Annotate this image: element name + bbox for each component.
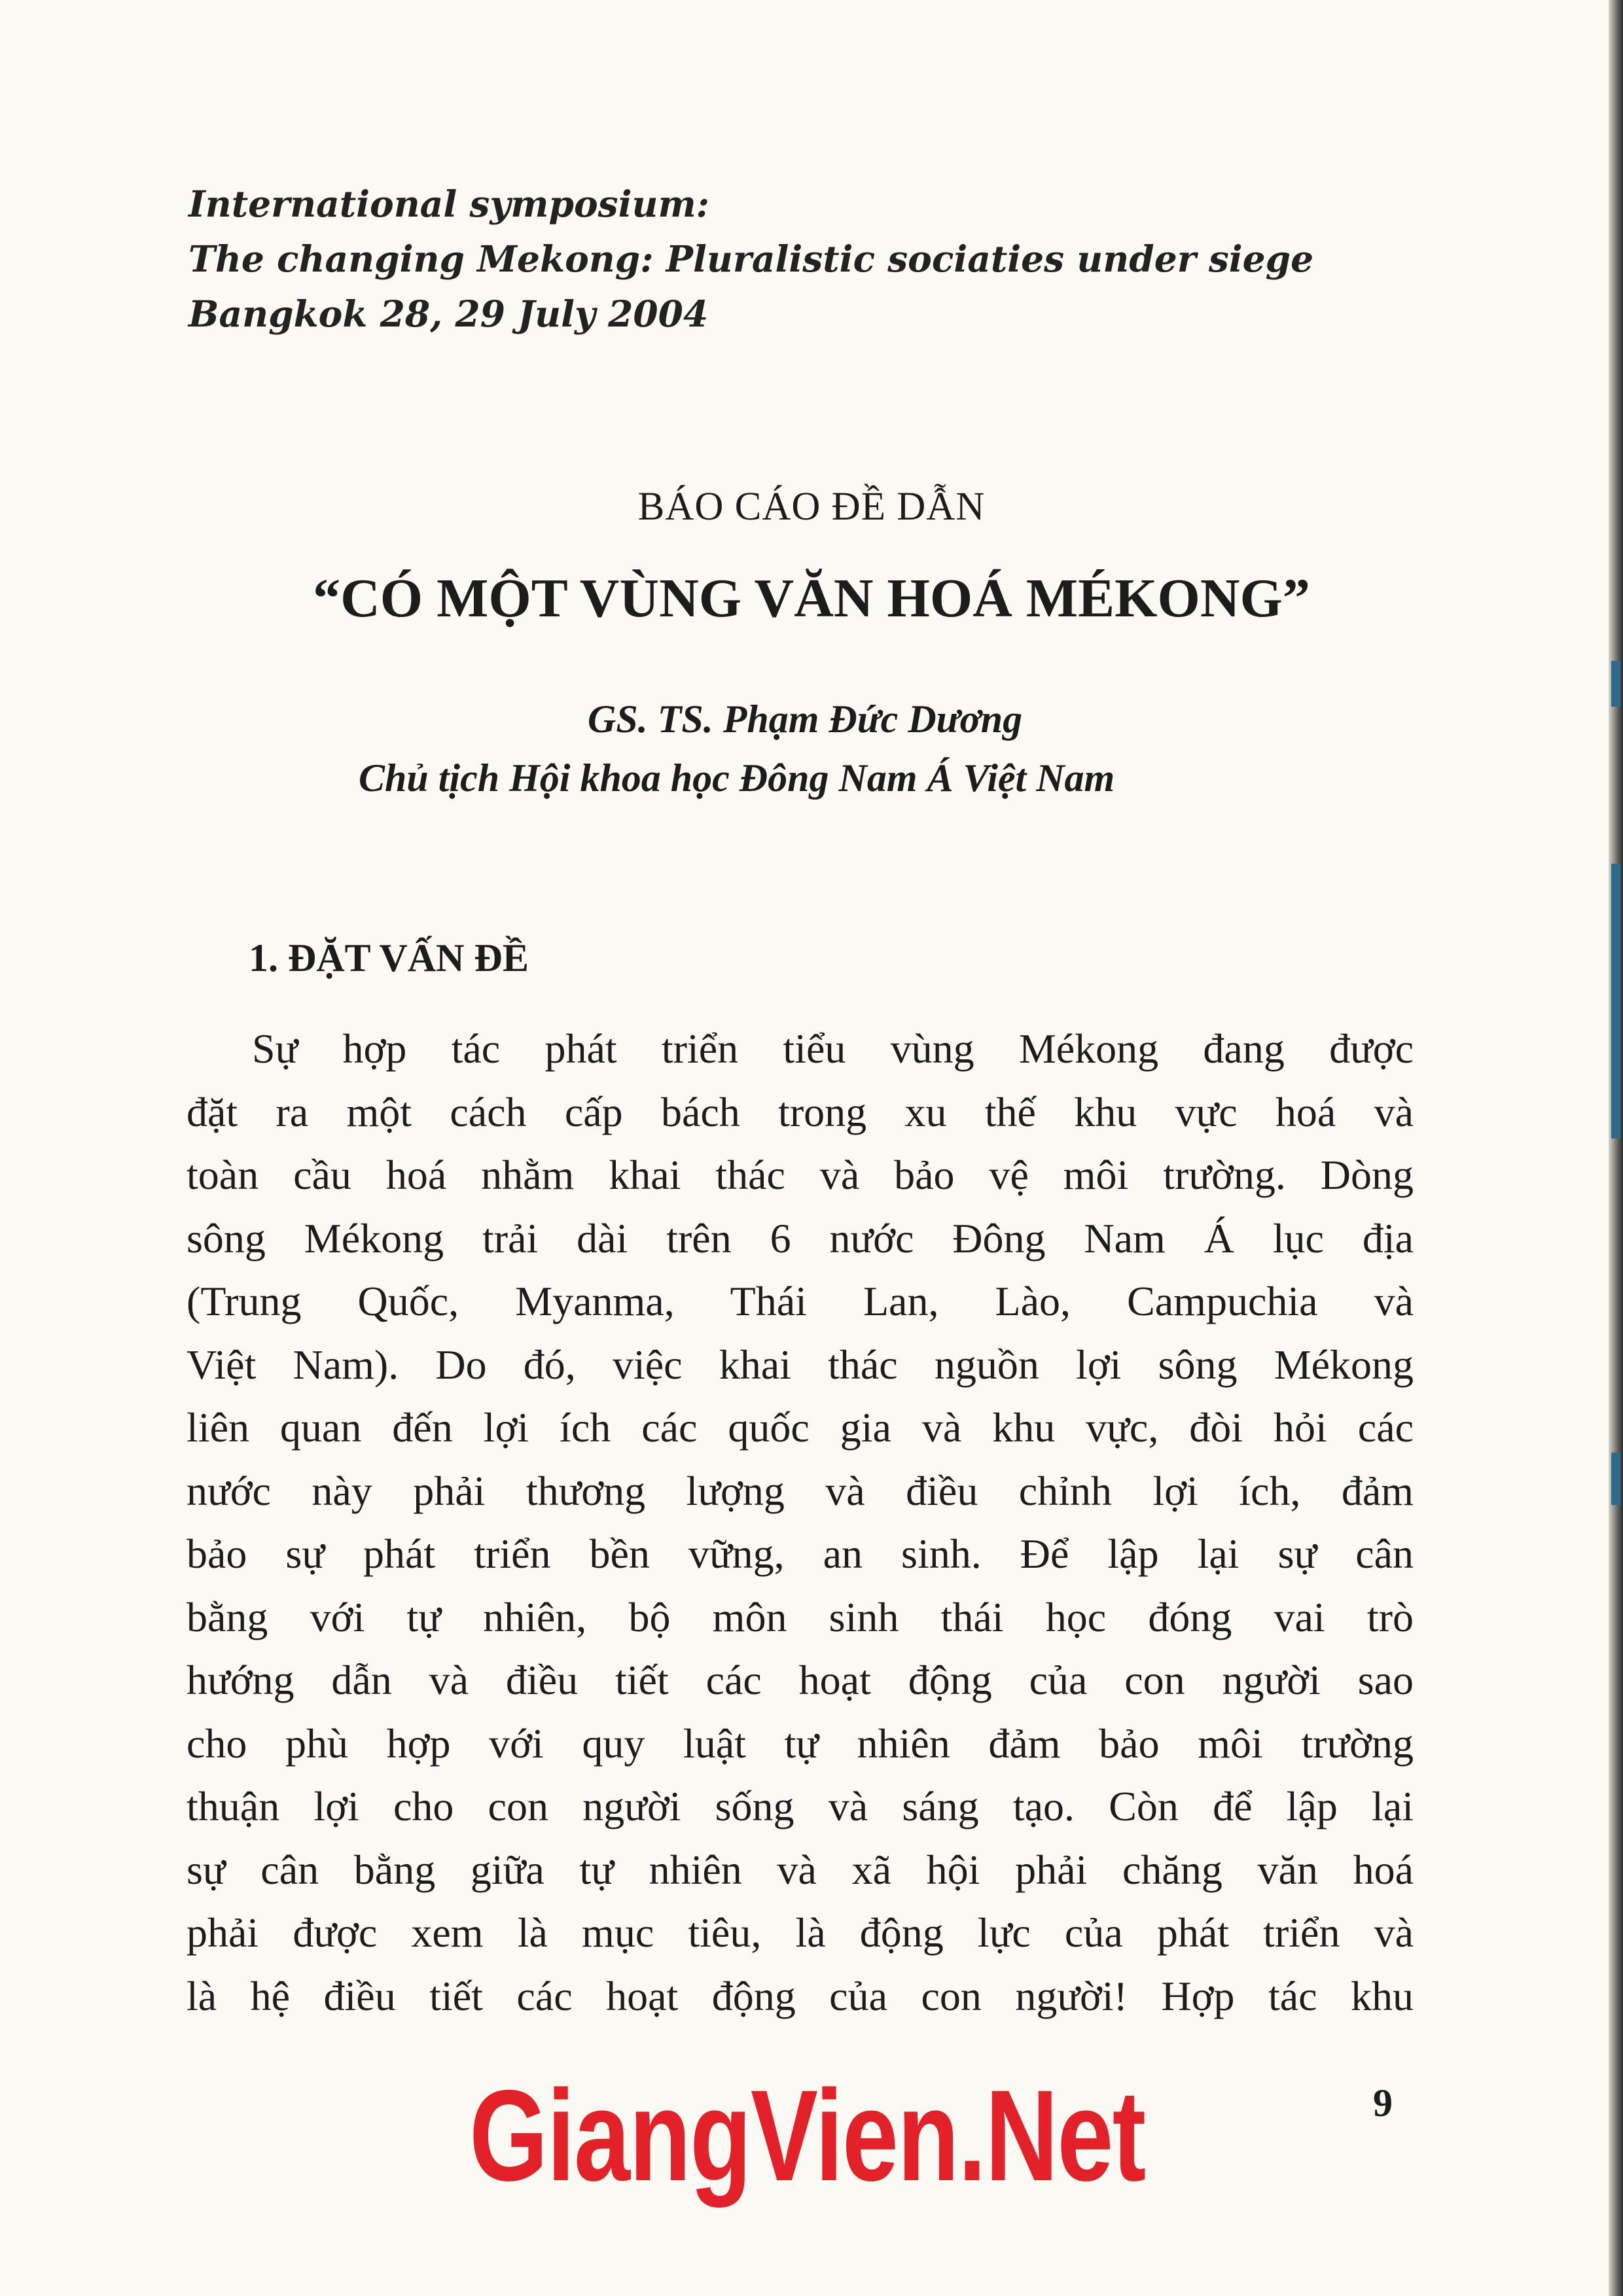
paragraph-line: Sự hợp tác phát triển tiểu vùng Mékong đang được [252,1025,1414,1072]
paragraph-line: sự cân bằng giữa tự nhiên và xã hội phải chăng văn hoá [187,1846,1414,1893]
paragraph-line: nước này phải thương lượng và điều chỉnh lợi ích, đảm [187,1467,1414,1514]
page-edge-shadow [1609,0,1623,2296]
paragraph-line: liên quan đến lợi ích các quốc gia và khu vực, đòi hỏi các [187,1404,1414,1451]
symposium-line: International symposium: [188,183,709,225]
paragraph-line: sông Mékong trải dài trên 6 nước Đông Nam Á lục địa [187,1214,1414,1262]
paragraph-line: là hệ điều tiết các hoạt động của con người! Hợp tác khu [187,1972,1414,2019]
report-label: BÁO CÁO ĐỀ DẪN [637,485,986,529]
section-heading: 1. ĐẶT VẤN ĐỀ [249,936,529,980]
symposium-line: Bangkok 28, 29 July 2004 [188,292,709,335]
paragraph-line: bằng với tự nhiên, bộ môn sinh thái học đóng vai trò [187,1593,1414,1640]
symposium-line: The changing Mekong: Pluralistic sociaties under siege [188,238,1314,280]
page-edge-mark [1611,661,1620,707]
page-edge-mark [1611,1453,1620,1505]
paragraph-line: đặt ra một cách cấp bách trong xu thế khu vực hoá và [187,1088,1414,1135]
paragraph-line: (Trung Quốc, Myanma, Thái Lan, Lào, Campuchia và [187,1278,1414,1324]
author-position: Chủ tịch Hội khoa học Đông Nam Á Việt Nam [359,756,1115,800]
report-title: “CÓ MỘT VÙNG VĂN HOÁ MÉKONG” [313,568,1310,629]
paragraph-line: bảo sự phát triển bền vững, an sinh. Để lập lại sự cân [187,1530,1414,1577]
paragraph-line: phải được xem là mục tiêu, là động lực của phát triển và [187,1909,1414,1956]
paragraph-line: cho phù hợp với quy luật tự nhiên đảm bảo môi trường [187,1720,1414,1767]
symposium-header [188,177,1432,342]
paragraph-line: toàn cầu hoá nhằm khai thác và bảo vệ môi trường. Dòng [187,1152,1414,1198]
paragraph-line: thuận lợi cho con người sống và sáng tạo. Còn để lập lại [187,1783,1414,1829]
paragraph-line: hướng dẫn và điều tiết các hoạt động của con người sao [187,1657,1414,1703]
watermark-logo: GiangVien.Net [469,2063,1145,2208]
page-number: 9 [1373,2081,1393,2125]
paragraph-line: Việt Nam). Do đó, việc khai thác nguồn lợi sông Mékong [187,1341,1414,1388]
body-paragraph [187,1017,1414,2028]
author-name: GS. TS. Phạm Đức Dương [588,698,1023,741]
page-edge-mark [1611,864,1620,1139]
